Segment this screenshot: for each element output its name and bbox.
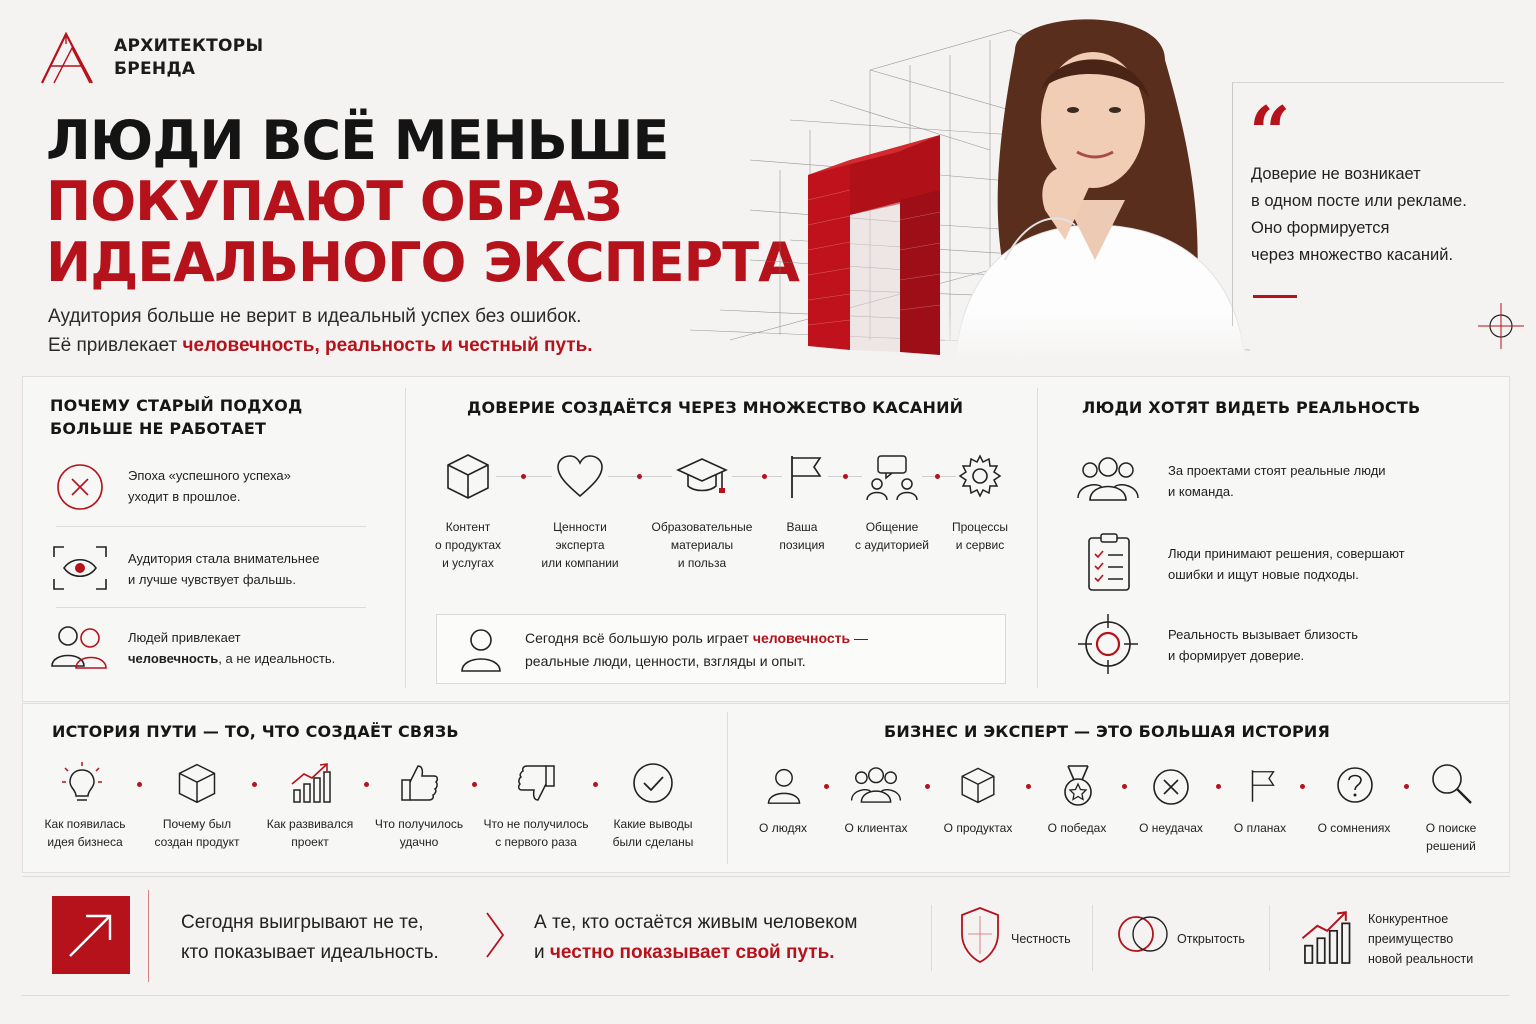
callout-line1 [525,627,868,650]
question-icon [1336,766,1374,804]
trust-step-3-line2: материалы [670,538,734,552]
chat-people-icon [864,454,920,502]
reality-item-3-line2: и формирует доверие. [1168,648,1305,663]
reality-item-2-line1: Люди принимают решения, совершают [1168,546,1405,561]
journey-step-1-line1: Как появилась [44,817,126,831]
connector-dot [1300,784,1305,789]
connector-dot [1404,784,1409,789]
divider [405,388,406,688]
quote-line2: в одном посте или рекламе. [1251,192,1467,210]
connector-dot [824,784,829,789]
why-old-item-3-bold: человечность [128,651,219,666]
reality-item-2 [1168,543,1405,585]
why-old-item-1 [128,465,291,507]
headline-line2: ПОКУПАЮТ ОБРАЗ [46,170,622,233]
journey-step-3-line2: проект [291,835,329,849]
flag-icon [786,454,826,500]
reality-item-2-line2: ошибки и ищут новые подходы. [1168,567,1359,582]
logo-mark-icon [40,30,98,86]
team-icon [1076,456,1140,502]
bottom-left-text [181,908,439,968]
connector-dot [762,474,767,479]
journey-step-5-line2: с первого раза [495,835,577,849]
story-step-4: О победах [1047,821,1107,835]
journey-step-6-line2: были сделаны [612,835,694,849]
reality-item-3-line1: Реальность вызывает близость [1168,627,1359,642]
connector-dot [925,784,930,789]
journey-step-1-line2: идея бизнеса [47,835,123,849]
bottom-right-prefix: и [534,942,550,963]
bottom-right-line2 [534,938,857,968]
story-step-5: О неудачах [1139,821,1203,835]
trust-step-1 [418,518,518,572]
lead-line2-prefix: Её привлекает [48,335,183,356]
divider [1037,388,1038,688]
heart-icon [556,454,604,498]
chevron-right-icon [484,910,506,960]
quote-accent-line [1253,295,1297,298]
divider [56,526,366,527]
headline-line1: ЛЮДИ ВСЁ МЕНЬШЕ [46,109,669,172]
brand-name-line1: АРХИТЕКТОРЫ [114,36,264,56]
divider [931,905,932,971]
growth-chart-icon [290,762,332,804]
reality-item-1-line1: За проектами стоят реальные люди [1168,463,1386,478]
journey-step-6 [600,815,706,851]
story-step-8 [1412,819,1490,855]
lead-line1: Аудитория больше не верит в идеальный успех без ошибок. [48,306,582,327]
connector-dot [843,474,848,479]
story-step-3: О продуктах [943,821,1013,835]
connector-dot [137,782,142,787]
value-advantage-line3: новой реальности [1368,952,1474,966]
bottom-left-line2: кто показывает идеальность. [181,942,439,963]
journey-step-4-line2: удачно [399,835,439,849]
person-icon [459,627,503,673]
story-step-6: О планах [1233,821,1287,835]
why-old-item-3 [128,627,335,669]
thumbs-down-icon [516,764,556,804]
bottom-left-line1: Сегодня выигрывают не те, [181,912,424,933]
reality-title: ЛЮДИ ХОТЯТ ВИДЕТЬ РЕАЛЬНОСТЬ [1082,398,1421,417]
why-old-item-2-line1: Аудитория стала внимательнее [128,551,320,566]
trust-step-1-line1: Контент [445,520,491,534]
box-icon [444,452,492,500]
connector-dot [472,782,477,787]
connector-dot [1122,784,1127,789]
trust-step-2 [530,518,630,572]
callout-suffix: — [850,630,868,646]
trust-step-6 [940,518,1020,554]
journey-step-4-line1: Что получилось [374,817,464,831]
trust-step-3-line1: Образовательные [651,520,753,534]
why-old-item-1-line2: уходит в прошлое. [128,489,241,504]
journey-step-5-line1: Что не получилось [483,817,589,831]
connector [732,476,782,477]
story-step-7: О сомнениях [1317,821,1391,835]
trust-step-1-line3: и услугах [442,556,494,570]
journey-step-5 [476,815,596,851]
brand-name-line2: БРЕНДА [114,59,196,79]
trust-step-4-line2: позиция [779,538,825,552]
trust-step-2-line1: Ценности [553,520,607,534]
journey-step-2 [144,815,250,851]
callout-line2: реальные люди, ценности, взгляды и опыт. [525,653,806,669]
journey-step-3 [256,815,364,851]
value-advantage-line1: Конкурентное [1368,912,1449,926]
brand-name [114,35,263,81]
divider [148,890,149,982]
cross-circle-icon [56,463,104,511]
story-title: БИЗНЕС И ЭКСПЕРТ — ЭТО БОЛЬШАЯ ИСТОРИЯ [884,722,1331,741]
connector-dot [252,782,257,787]
lightbulb-icon [62,762,102,804]
bottom-right-line1: А те, кто остаётся живым человеком [534,912,858,933]
callout-accent: человечность [752,630,851,646]
trust-step-2-line3: или компании [541,556,619,570]
trust-step-2-line2: эксперта [555,538,605,552]
journey-step-1 [30,815,140,851]
story-step-8-line1: О поиске [1425,821,1477,835]
connector-dot [935,474,940,479]
quote-mark-icon: “ [1249,90,1291,175]
divider [727,712,728,864]
journey-step-4 [366,815,472,851]
why-old-title-line2: БОЛЬШЕ НЕ РАБОТАЕТ [50,419,267,438]
box-icon [176,762,218,804]
journey-step-3-line1: Как развивался [266,817,354,831]
bottom-right-accent: честно показывает свой путь. [549,942,835,963]
connector-dot [1026,784,1031,789]
value-openness: Открытость [1177,932,1245,946]
divider [56,607,366,608]
brand-logo [40,30,263,86]
checklist-icon [1086,532,1132,592]
why-old-item-3-line1: Людей привлекает [128,630,241,645]
why-old-title-line1: ПОЧЕМУ СТАРЫЙ ПОДХОД [50,396,303,415]
trust-step-6-line2: и сервис [955,538,1005,552]
lead-line2-accent: человечность, реальность и честный путь. [182,335,593,356]
trust-step-1-line2: о продуктах [434,538,501,552]
box-icon [959,766,997,804]
reality-item-1-line2: и команда. [1168,484,1234,499]
why-old-item-2 [128,548,319,590]
journey-step-6-line1: Какие выводы [613,817,693,831]
connector-dot [637,474,642,479]
quote-line1: Доверие не возникает [1251,165,1421,183]
eye-scan-icon [52,545,108,591]
humanity-callout [436,614,1006,684]
why-old-title [50,394,302,440]
story-step-1: О людях [759,821,807,835]
trust-step-3 [642,518,762,572]
why-old-item-1-line1: Эпоха «успешного успеха» [128,468,291,483]
shield-icon [960,906,1000,964]
rings-icon [1116,910,1170,958]
journey-step-2-line2: создан продукт [154,835,240,849]
arrow-tile [52,896,130,974]
journey-step-2-line1: Почему был [162,817,232,831]
thumbs-up-icon [400,762,440,802]
reality-item-3 [1168,624,1358,666]
trust-step-5 [846,518,938,554]
growth-chart-icon [1300,908,1352,966]
journey-title: ИСТОРИЯ ПУТИ — ТО, ЧТО СОЗДАЁТ СВЯЗЬ [52,722,459,741]
lead-line2 [48,331,593,360]
target-icon [1078,614,1138,674]
lead-text [48,302,593,360]
callout-text [525,627,868,673]
reality-item-1 [1168,460,1386,502]
why-old-item-3-rest: , а не идеальность. [218,651,336,666]
trust-step-5-line1: Общение [865,520,919,534]
value-advantage-line2: преимущество [1368,932,1454,946]
medal-icon [1060,764,1096,808]
connector-dot [521,474,526,479]
trust-step-3-line3: и польза [677,556,727,570]
flag-icon [1248,766,1278,806]
headline [46,110,799,293]
value-advantage [1368,909,1473,969]
trust-step-4 [762,518,842,554]
connector-dot [364,782,369,787]
gear-icon [958,454,1002,498]
people-icon [50,624,110,670]
quote-line4: через множество касаний. [1251,246,1454,264]
graduation-cap-icon [676,456,728,496]
callout-prefix: Сегодня всё большую роль играет [525,630,753,646]
connector-dot [1216,784,1221,789]
quote-line3: Оно формируется [1251,219,1390,237]
expert-portrait [945,10,1245,360]
bottom-right-text [534,908,857,968]
divider [1269,905,1270,971]
trust-step-5-line2: с аудиторией [855,538,929,552]
x-circle-icon [1152,768,1190,806]
arrow-up-right-icon [52,896,130,974]
trust-step-6-line1: Процессы [951,520,1008,534]
connector-dot [593,782,598,787]
quote-text [1251,161,1501,269]
story-step-8-line2: решений [1426,839,1476,853]
value-honesty: Честность [1011,932,1071,946]
why-old-item-2-line2: и лучше чувствует фальшь. [128,572,296,587]
person-icon [766,766,802,806]
magnifier-icon [1430,762,1474,806]
trust-title: ДОВЕРИЕ СОЗДАЁТСЯ ЧЕРЕЗ МНОЖЕСТВО КАСАНИЙ [467,398,964,417]
why-old-item-3-line2 [128,648,335,669]
quote-box [1232,82,1504,326]
group-icon [850,766,902,804]
trust-step-4-line1: Ваша [786,520,818,534]
crosshair-icon [1478,303,1524,349]
story-step-2: О клиентах [844,821,908,835]
headline-line3: ИДЕАЛЬНОГО ЭКСПЕРТА [46,231,799,294]
divider [1092,905,1093,971]
check-circle-icon [632,762,674,804]
